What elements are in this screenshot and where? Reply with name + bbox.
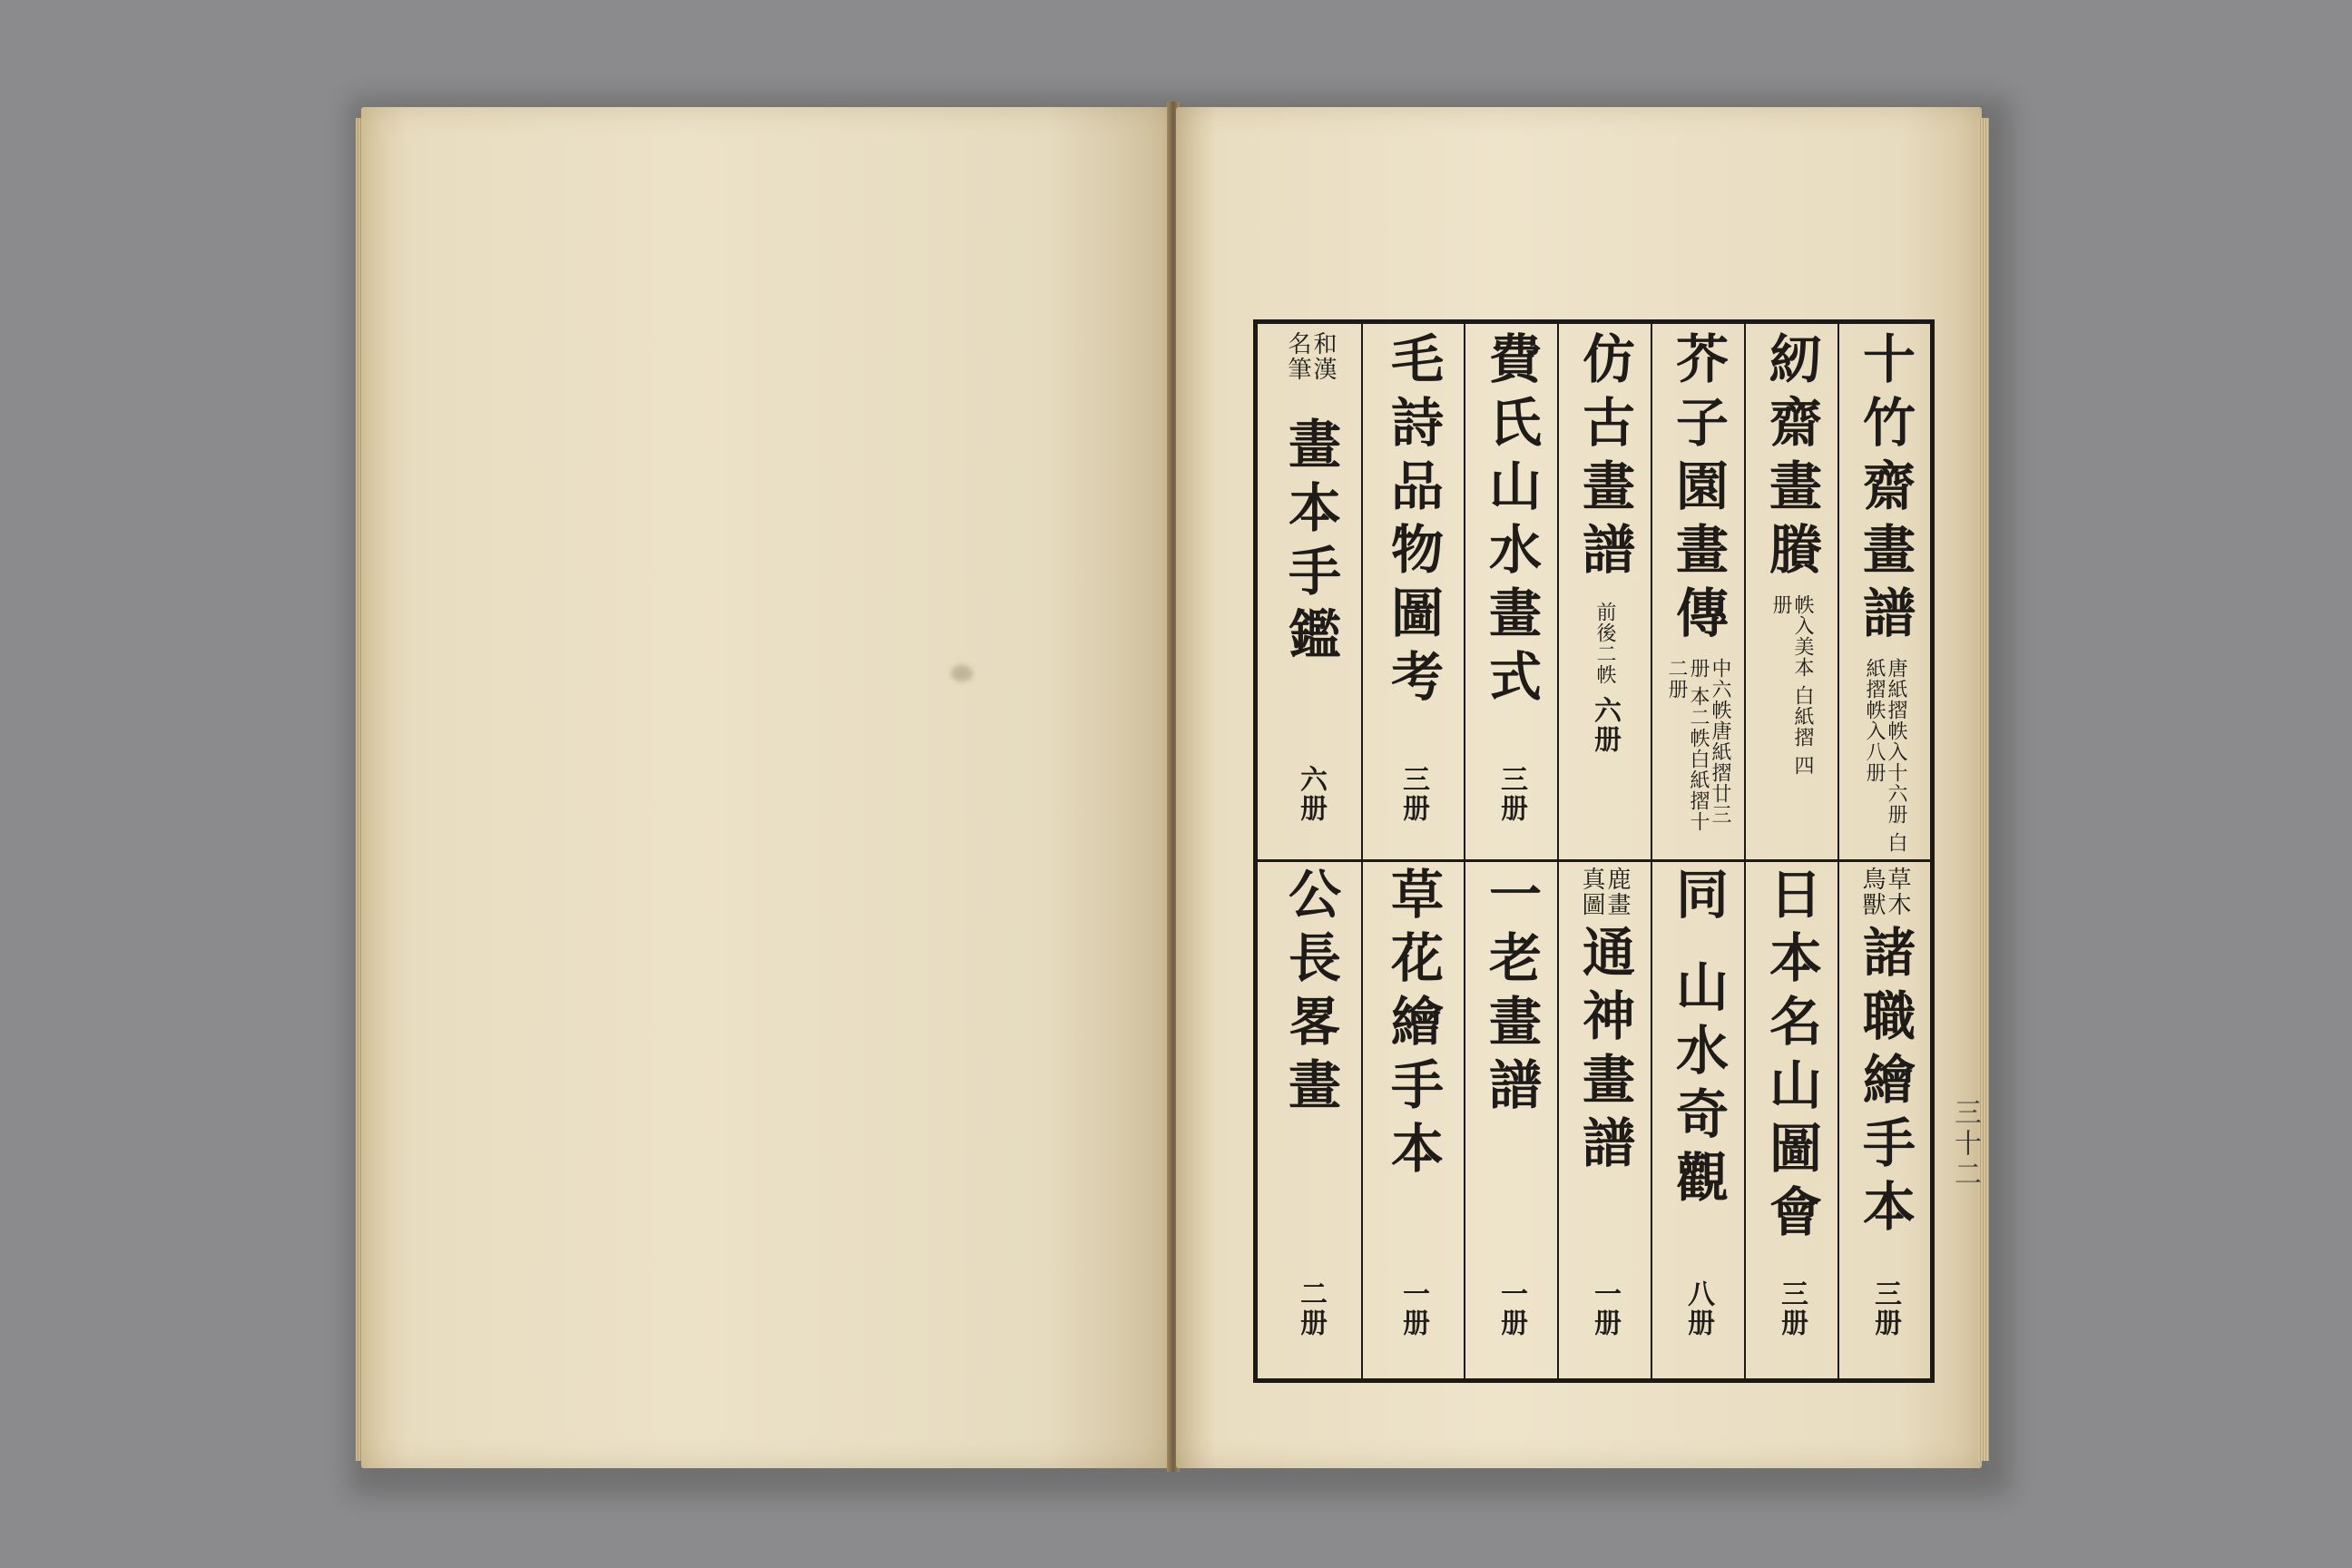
entry-count: 六册 [1295, 765, 1327, 823]
entry-title: 通神畫譜 [1573, 925, 1635, 1179]
entry-title: 一老畫譜 [1480, 867, 1542, 1121]
catalog-entry [1363, 331, 1463, 858]
entry-count: 八册 [1682, 1279, 1714, 1338]
entry-title: 諸職繪手本 [1854, 925, 1916, 1242]
entry-count: 三册 [1869, 1279, 1901, 1338]
entry-title: 日本名山圖會 [1760, 867, 1822, 1248]
entry-title: 草花繪手本 [1382, 867, 1444, 1184]
catalog-entry [1559, 867, 1650, 1375]
catalog-entry [1261, 867, 1359, 1375]
entry-title: 公長畧畫 [1279, 867, 1341, 1121]
entry-count: 三册 [1776, 1279, 1808, 1338]
paper-stain [951, 665, 973, 681]
catalog-entry [1746, 331, 1837, 858]
catalog-entry [1746, 867, 1837, 1375]
entry-note: 帙入美本 白紙摺 四册 [1769, 594, 1814, 776]
catalog-frame [1253, 319, 1935, 1383]
section-divider [1258, 859, 1930, 862]
entry-note: 中六帙唐紙摺廿三册 本二帙白紙摺十二册 [1665, 658, 1731, 832]
entry-title: 費氏山水畫式 [1480, 331, 1542, 712]
entry-count: 一册 [1397, 1279, 1429, 1338]
entry-prefix: 鹿畫 真圖 [1578, 867, 1631, 917]
entry-prefix: 和漢 名筆 [1284, 331, 1337, 382]
catalog-entry [1363, 867, 1463, 1375]
catalog-entry [1839, 331, 1930, 858]
entry-count: 三册 [1495, 765, 1527, 823]
entry-count: 一册 [1495, 1279, 1527, 1338]
entry-count: 六册 [1589, 696, 1621, 754]
catalog-entry [1261, 331, 1359, 858]
catalog-entry [1559, 331, 1650, 858]
left-page [361, 107, 1169, 1468]
catalog-entry [1465, 867, 1556, 1375]
page-number: 三十二 [1949, 1098, 1981, 1191]
entry-title: 芥子園畫傳 [1667, 331, 1729, 649]
entry-count: 一册 [1589, 1279, 1621, 1338]
entry-title: 十竹齋畫譜 [1854, 331, 1916, 649]
entry-title: 毛詩品物圖考 [1382, 331, 1444, 712]
catalog-entry [1652, 867, 1743, 1375]
entry-count: 三册 [1397, 765, 1429, 823]
catalog-entry [1839, 867, 1930, 1375]
catalog-entry [1465, 331, 1556, 858]
entry-title: 同 山水奇觀 [1667, 867, 1729, 1214]
entry-title: 紉齋畫賸 [1760, 331, 1822, 585]
entry-prefix: 草木 鳥獸 [1858, 867, 1911, 917]
entry-note: 前後二帙 [1593, 602, 1616, 685]
catalog-entry [1652, 331, 1743, 858]
entry-note: 唐紙摺帙入十六册 白紙摺帙入八册 [1863, 658, 1907, 853]
page-edge-right [1978, 118, 1989, 1461]
entry-count: 二册 [1295, 1279, 1327, 1338]
entry-title: 畫本手鑑 [1279, 416, 1341, 671]
entry-title: 仿古畫譜 [1573, 331, 1635, 585]
